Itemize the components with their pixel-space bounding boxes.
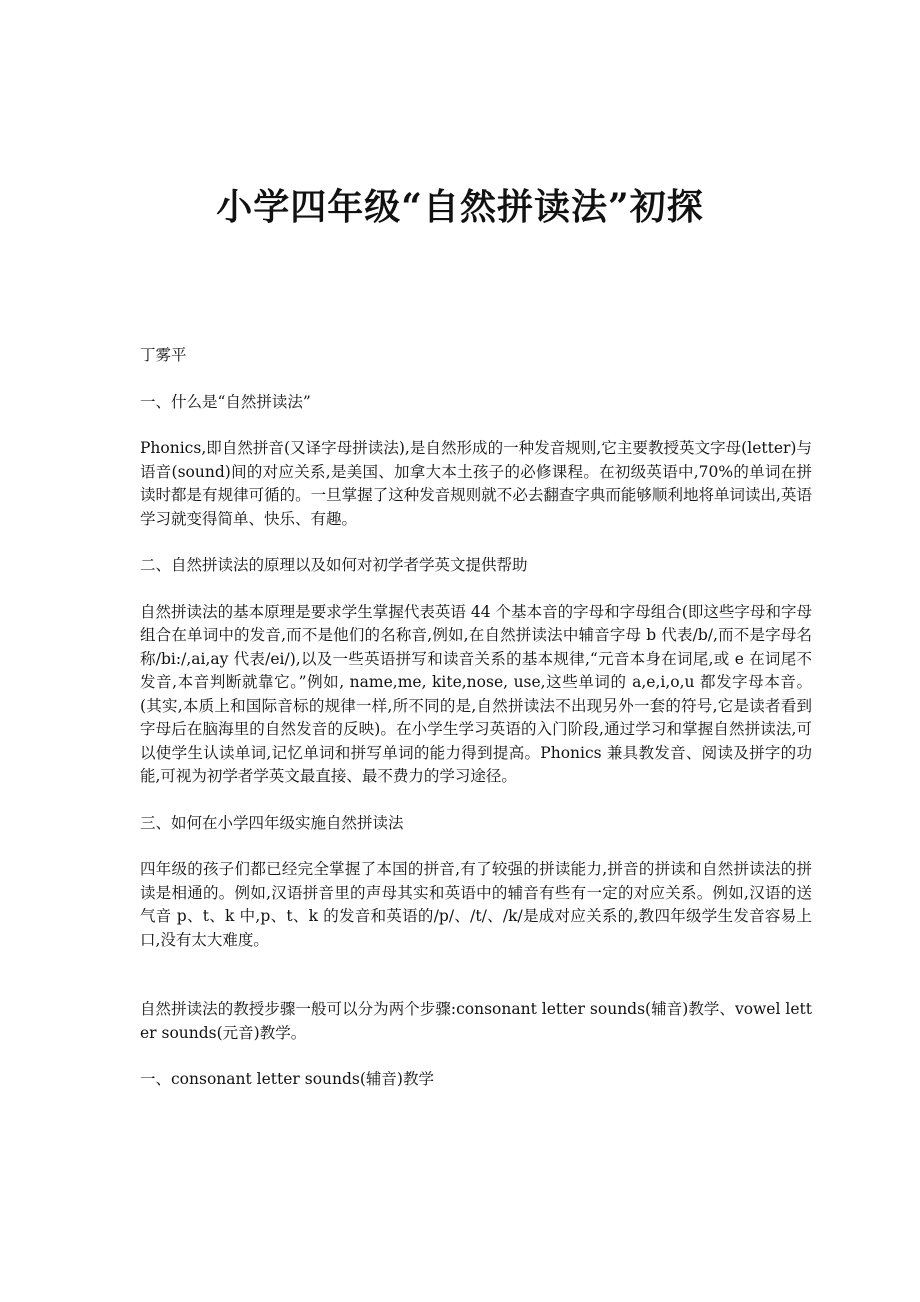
section-paragraph-1: Phonics,即自然拼音(又译字母拼读法),是自然形成的一种发音规则,它主要教授英文字母(letter)与语音(sound)间的对应关系,是美国、加拿大本土孩子的必修课程。在初级英语中,70%的单词在拼读时都是有规律可循的。一旦掌握了这种发音规则就不必去翻查字典而能够顺利地将单词读出,英语学习就变得简单、快乐、有趣。 bbox=[140, 439, 812, 528]
author-name: 丁雾平 bbox=[140, 346, 187, 364]
section-heading-1: 一、什么是“自然拼读法” bbox=[140, 392, 311, 411]
section-paragraph-3: 四年级的孩子们都已经完全掌握了本国的拼音,有了较强的拼读能力,拼音的拼读和自然拼读法的拼读是相通的。例如,汉语拼音里的声母其实和英语中的辅音有些有一定的对应关系。例如,汉语的送气音 p、t、k 中,p、t、k 的发音和英语的/p/、/t/、/k/是成对应关系的,教四年级学生发音容易上口,没有太大难度。 bbox=[140, 860, 812, 949]
document-body bbox=[140, 344, 812, 1092]
steps-paragraph: 自然拼读法的教授步骤一般可以分为两个步骤:consonant letter sounds(辅音)教学、vowel letter sounds(元音)教学。 bbox=[140, 1000, 812, 1042]
section-paragraph-2: 自然拼读法的基本原理是要求学生掌握代表英语 44 个基本音的字母和字母组合(即这些字母和字母组合在单词中的发音,而不是他们的名称音,例如,在自然拼读法中辅音字母 b 代表/b/,而不是字母名称/bi:/,ai,ay 代表/ei/),以及一些英语拼写和读音关系的基本规律,“元音本身在词尾,或 e 在词尾不发音,本音判断就靠它。”例如, name,me, kite,nose, use,这些单词的 a,e,i,o,u 都发字母本音。(其实,本质上和国际音标的规律一样,所不同的是,自然拼读法不出现另外一套的符号,它是读者看到字母后在脑海里的自然发音的反映)。在小学生学习英语的入门阶段,通过学习和掌握自然拼读法,可以使学生认读单词,记忆单词和拼写单词的能力得到提高。Phonics 兼具教发音、阅读及拼字的功能,可视为初学者学英文最直接、最不费力的学习途径。 bbox=[140, 602, 812, 785]
page-title: 小学四年级“自然拼读法”初探 bbox=[216, 186, 704, 228]
section-heading-3: 三、如何在小学四年级实施自然拼读法 bbox=[140, 813, 404, 832]
section-heading-2: 二、自然拼读法的原理以及如何对初学者学英文提供帮助 bbox=[140, 556, 528, 574]
step-one-heading: 一、consonant letter sounds(辅音)教学 bbox=[140, 1070, 434, 1088]
